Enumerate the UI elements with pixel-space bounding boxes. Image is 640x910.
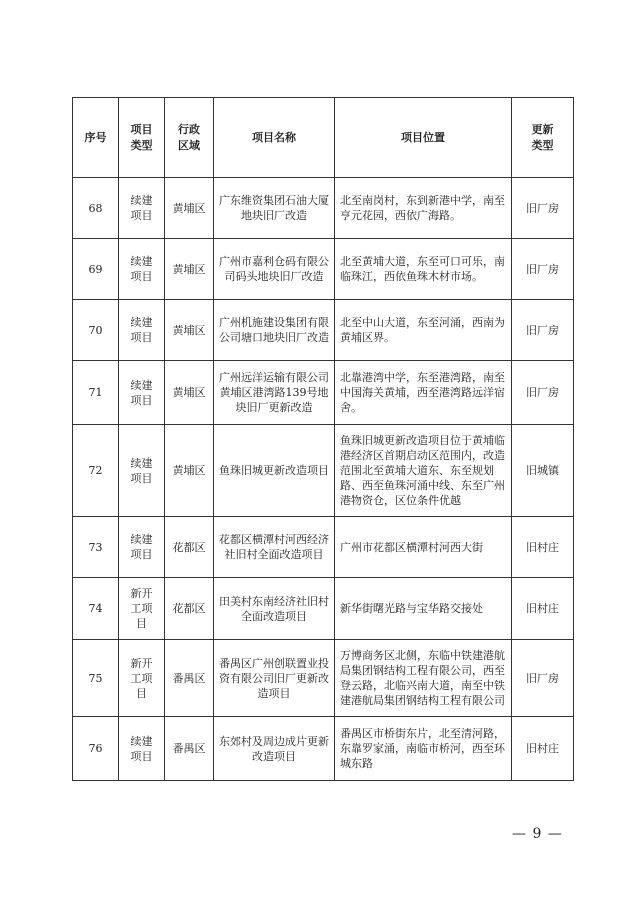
cell-type-text: 续建项目 (130, 316, 153, 344)
cell-name: 广州远洋运输有限公司黄埔区港湾路139号地块旧厂更新改造 (214, 361, 335, 425)
cell-type-text: 续建项目 (130, 734, 153, 763)
table-row (73, 239, 574, 300)
cell-type (119, 178, 165, 239)
cell-location: 鱼珠旧城更新改造项目位于黄埔临港经济区首期启动区范围内，改造范围北至黄埔大道东、东至规划路、西至鱼珠河涌中线、东至广州港物资仓，区位条件优越 (335, 425, 512, 517)
header-type-text: 项目类型 (130, 122, 153, 152)
cell-name: 东郊村及周边成片更新改造项目 (214, 717, 335, 781)
cell-update: 旧厂房 (512, 178, 574, 239)
cell-name: 田美村东南经济社旧村全面改造项目 (214, 578, 335, 640)
cell-district: 黄埔区 (165, 361, 214, 425)
cell-name: 番禺区广州创联置业投资有限公司旧厂更新改造项目 (214, 640, 335, 717)
cell-location: 广州市花都区横潭村河西大街 (335, 517, 512, 578)
cell-type (119, 425, 165, 517)
cell-name: 广州机施建设集团有限公司塘口地块旧厂改造 (214, 300, 335, 361)
table-header-row (73, 98, 574, 178)
cell-type (119, 640, 165, 717)
cell-location: 北靠港湾中学，东至港湾路，南至中国海关黄埔，西至港湾路远洋宿舍。 (335, 361, 512, 425)
cell-type-text: 续建项目 (130, 194, 153, 222)
cell-location: 北至黄埔大道，东至可口可乐，南临珠江，西依鱼珠木材市场。 (335, 239, 512, 300)
header-update (512, 98, 574, 178)
cell-district: 番禺区 (165, 640, 214, 717)
cell-district: 花都区 (165, 517, 214, 578)
cell-no: 76 (73, 717, 119, 781)
cell-location: 北至中山大道，东至河涌，西南为黄埔区界。 (335, 300, 512, 361)
cell-no: 73 (73, 517, 119, 578)
header-location: 项目位置 (335, 98, 512, 178)
cell-no: 70 (73, 300, 119, 361)
cell-district: 花都区 (165, 578, 214, 640)
cell-type-text: 新开工项目 (130, 587, 153, 630)
header-district-text: 行政区域 (178, 122, 200, 152)
cell-type (119, 517, 165, 578)
cell-update: 旧村庄 (512, 578, 574, 640)
cell-type (119, 300, 165, 361)
table-row (73, 425, 574, 517)
cell-name: 鱼珠旧城更新改造项目 (214, 425, 335, 517)
cell-type-text: 续建项目 (130, 456, 153, 485)
header-type (119, 98, 165, 178)
cell-no: 74 (73, 578, 119, 640)
cell-no: 75 (73, 640, 119, 717)
cell-district: 黄埔区 (165, 300, 214, 361)
cell-type (119, 717, 165, 781)
cell-district: 黄埔区 (165, 178, 214, 239)
cell-location: 北至南岗村，东到新港中学，南至亨元花园，西依广海路。 (335, 178, 512, 239)
table-row (73, 717, 574, 781)
cell-update: 旧厂房 (512, 239, 574, 300)
header-name: 项目名称 (214, 98, 335, 178)
cell-district: 黄埔区 (165, 425, 214, 517)
table-row (73, 640, 574, 717)
table-row (73, 178, 574, 239)
cell-no: 72 (73, 425, 119, 517)
cell-type-text: 续建项目 (130, 255, 153, 283)
cell-update: 旧村庄 (512, 717, 574, 781)
cell-location: 万博商务区北侧，东临中铁建港航局集团钢结构工程有限公司，西至登云路，北临兴南大道，南至中铁建港航局集团钢结构工程有限公司 (335, 640, 512, 717)
cell-district: 黄埔区 (165, 239, 214, 300)
cell-location: 新华街曙光路与宝华路交接处 (335, 578, 512, 640)
cell-update: 旧城镇 (512, 425, 574, 517)
cell-type (119, 239, 165, 300)
project-table (72, 97, 574, 781)
cell-type (119, 578, 165, 640)
cell-type-text: 新开工项目 (130, 656, 153, 700)
cell-no: 68 (73, 178, 119, 239)
table-row (73, 517, 574, 578)
cell-name: 广州市嘉利仓码有限公司码头地块旧厂改造 (214, 239, 335, 300)
cell-location: 番禺区市桥街东片，北至清河路，东靠罗家涌，南临市桥河，西至环城东路 (335, 717, 512, 781)
page-number: — 9 — (512, 826, 563, 842)
header-no: 序号 (73, 98, 119, 178)
cell-no: 71 (73, 361, 119, 425)
cell-name: 广东维资集团石油大厦地块旧厂改造 (214, 178, 335, 239)
cell-update: 旧厂房 (512, 300, 574, 361)
table-row (73, 361, 574, 425)
cell-district: 番禺区 (165, 717, 214, 781)
cell-no: 69 (73, 239, 119, 300)
header-district (165, 98, 214, 178)
header-update-text: 更新类型 (531, 122, 554, 152)
cell-update: 旧厂房 (512, 640, 574, 717)
cell-update: 旧村庄 (512, 517, 574, 578)
table-row (73, 300, 574, 361)
cell-name: 花都区横潭村河西经济社旧村全面改造项目 (214, 517, 335, 578)
cell-type-text: 续建项目 (130, 533, 153, 561)
cell-type (119, 361, 165, 425)
cell-type-text: 续建项目 (130, 378, 153, 407)
cell-update: 旧厂房 (512, 361, 574, 425)
table-row (73, 578, 574, 640)
